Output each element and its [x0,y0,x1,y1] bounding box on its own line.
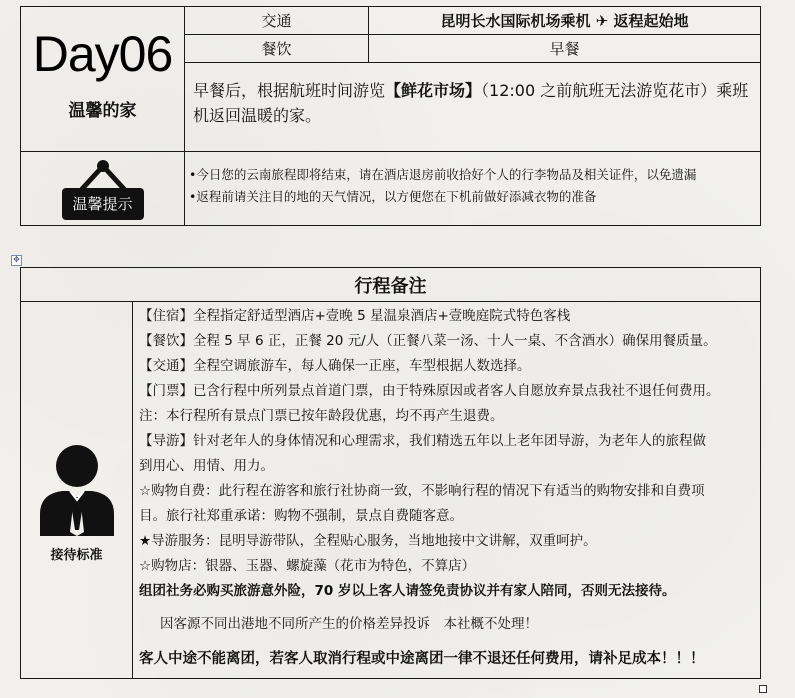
reception-standard-label: 接待标准 [50,548,103,563]
note-line: 【餐饮】全程 5 早 6 正，正餐 20 元/人（正餐八菜一汤、十人一桌、不含酒水）确保用餐质量。 [139,333,717,349]
complaint-notice: 因客源不同出港地不同所产生的价格差异投诉 本社概不处理！ [160,616,538,632]
note-line: ☆购物自费：此行程在游客和旅行社协商一致，不影响行程的情况下有适当的购物安排和自费项 [139,483,705,499]
day-title: Day06 [32,26,173,82]
note-line: 【住宿】全程指定舒适型酒店+壹晚 5 星温泉酒店+壹晚庭院式特色客栈 [139,308,571,324]
tips-sign [62,157,144,221]
description-after: （12:00 之前航班无法游览花市）乘班机返回温暖的家。 [193,81,749,125]
person-icon [32,444,122,536]
tips-sign-label: 温馨提示 [62,188,144,220]
no-refund-notice: 客人中途不能离团，若客人取消行程或中途离团一律不退还任何费用，请补足成本！！！ [139,651,705,667]
reception-standard-cell [21,302,133,679]
day-description [185,63,761,152]
transport-value [369,7,761,35]
table-resize-handle[interactable] [759,685,767,693]
table-move-handle-icon[interactable]: ✥ [11,255,22,266]
note-line: 【导游】针对老年人的身体情况和心理需求，我们精选五年以上老年团导游，为老年人的旅程做 [139,433,706,449]
note-line: 目。旅行社郑重承诺：购物不强制，景点自费随客意。 [139,508,463,524]
day-header-cell [21,7,185,152]
transport-label: 交通 [185,7,369,35]
tips-sign-cell [21,152,185,226]
notes-content [133,302,761,679]
description-highlight: 【鲜花市场】 [385,81,482,100]
note-line: ★导游服务：昆明导游带队，全程贴心服务，当地地接中文讲解，双重呵护。 [139,533,597,549]
note-line: 【门票】已含行程中所列景点首道门票，由于特殊原因或者客人自愿放弃景点我社不退任何费用。 [139,383,720,399]
itinerary-notes-table [20,267,761,679]
note-line: 到用心、用情、用力。 [139,458,274,474]
insurance-notice: 组团社务必购买旅游意外险，70 岁以上客人请签免责协议并有家人陪同，否则无法接待。 [139,583,676,599]
notes-title: 行程备注 [21,268,761,302]
note-line: ☆购物店：银器、玉器、螺旋藻（花市为特色，不算店） [139,558,476,574]
note-line: 【交通】全程空调旅游车，每人确保一正座，车型根据人数选择。 [139,358,531,374]
description-before: 早餐后，根据航班时间游览 [193,81,386,100]
tip-item: •今日您的云南旅程即将结束，请在酒店退房前收拾好个人的行李物品及相关证件，以免遗漏 [189,167,697,182]
note-line: 注：本行程所有景点门票已按年龄段优惠，均不再产生退费。 [139,408,504,424]
meal-value: 早餐 [369,35,761,63]
tips-content [185,152,761,226]
tip-item: •返程前请关注目的地的天气情况，以方便您在下机前做好添减衣物的准备 [189,189,597,204]
transport-value-text: 昆明长水国际机场乘机 ✈ 返程起始地 [440,12,689,30]
meal-label: 餐饮 [185,35,369,63]
day-itinerary-table [20,6,761,226]
day-subtitle: 温馨的家 [68,101,137,121]
